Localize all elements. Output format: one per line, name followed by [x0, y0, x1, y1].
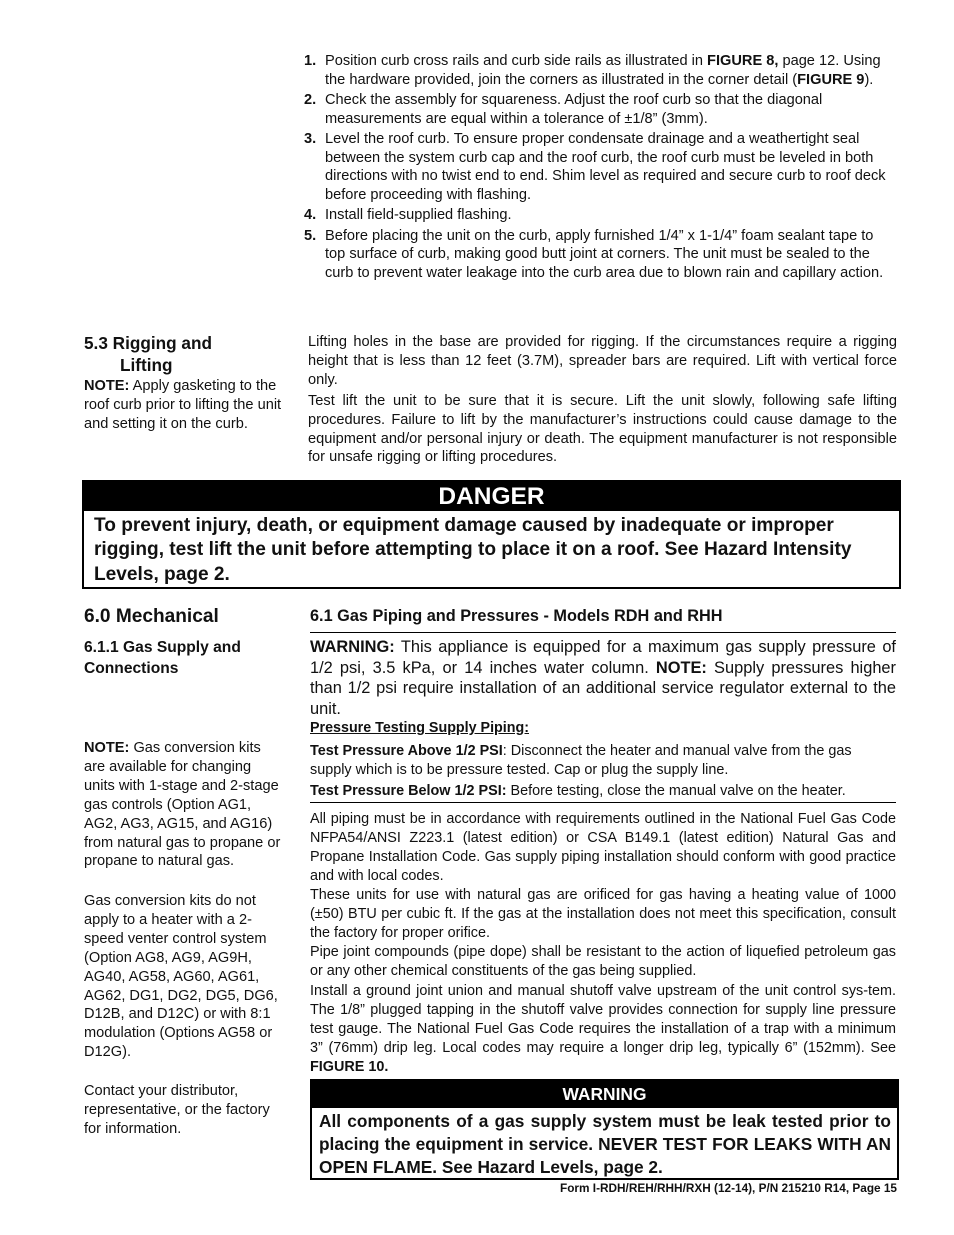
- rigging-heading: 5.3 Rigging and Lifting: [84, 333, 212, 375]
- curb-steps-list: [304, 52, 896, 284]
- conversion-note: NOTE: Gas conversion kits are available for changing units with 1-stage and 2-stage gas controls (Option AG1, AG2, AG3, AG15, and AG16) from natural gas to propane or propane to natural gas.: [84, 740, 281, 870]
- rigging-note: NOTE: Apply gasketing to the roof curb prior to lifting the unit and setting it on the curb.: [84, 378, 282, 432]
- gas-piping-heading: 6.1 Gas Piping and Pressures - Models RDH and RHH: [310, 607, 723, 625]
- step-number: 4.: [304, 207, 317, 224]
- warning-box: [310, 1079, 899, 1180]
- piping-paragraph-1: All piping must be in accordance with requirements outlined in the National Fuel Gas Code NFPA54/ANSI Z223.1 (latest edition) or CSA B149.1 (latest edition) Natural Gas and Propane Installation Code. Gas supply piping installation should conform with good practice and with local codes.: [310, 811, 896, 884]
- test-pressure-below: Test Pressure Below 1/2 PSI: Before testing, close the manual valve on the heater.: [310, 783, 846, 799]
- mechanical-heading: 6.0 Mechanical: [84, 606, 219, 627]
- danger-title: DANGER: [84, 482, 899, 511]
- danger-box: [82, 480, 901, 589]
- pressure-testing-heading: Pressure Testing Supply Piping:: [310, 720, 529, 736]
- step-item: 3. Level the roof curb. To ensure proper condensate drainage and a weathertight seal between the system curb cap and the roof curb, the roof curb must be leveled in both directions with no twist end to end. Shim level as required and secure curb to roof deck before proceeding with flashing.: [304, 131, 886, 204]
- rigging-paragraph-1: Lifting holes in the base are provided for rigging. If the circumstances require a rigging height that is less than 12 feet (3.7M), spreader bars are required. Lift with vertical force only.: [308, 334, 897, 388]
- step-number: 5.: [304, 227, 317, 244]
- step-item: 1. Position curb cross rails and curb side rails as illustrated in FIGURE 8, page 12. Using the hardware provided, join the corners as illustrated in the corner detail (FIGURE 9).: [304, 53, 881, 88]
- divider: [310, 802, 896, 803]
- step-item: 5. Before placing the unit on the curb, apply furnished 1/4” x 1-1/4” foam sealant tape to top surface of curb, making good butt joint at corners. The unit must be sealed to the curb to prevent water leakage into the curb area due to blown rain and capillary action.: [304, 227, 884, 282]
- danger-text: To prevent injury, death, or equipment damage caused by inadequate or improper rigging, test lift the unit before attempting to place it on a roof. See Hazard Intensity Levels, page 2.: [94, 515, 852, 585]
- divider: [310, 632, 896, 633]
- step-item: 2. Check the assembly for squareness. Adjust the roof curb so that the diagonal measurements are equal within a tolerance of ±1/8” (3mm).: [304, 92, 823, 127]
- step-number: 2.: [304, 92, 317, 108]
- gas-supply-subheading: 6.1.1 Gas Supply and Connections: [84, 639, 241, 677]
- page-footer: Form I-RDH/REH/RHH/RXH (12-14), P/N 215210 R14, Page 15: [560, 1181, 897, 1195]
- contact-paragraph: Contact your distributor, representative, or the factory for information.: [84, 1083, 270, 1137]
- step-item: 4. Install field-supplied flashing.: [304, 207, 512, 224]
- gas-warning-paragraph: WARNING: This appliance is equipped for a maximum gas supply pressure of 1/2 psi, 3.5 kPa, or 14 inches water column. NOTE: Supply pressures higher than 1/2 psi require installation of an additional service regulator external to the unit.: [310, 638, 897, 718]
- test-pressure-above: Test Pressure Above 1/2 PSI: Disconnect the heater and manual valve from the gas supply which is to be pressure tested. Cap or plug the supply line.: [310, 743, 852, 778]
- step-number: 3.: [304, 131, 317, 147]
- rigging-paragraph-2: Test lift the unit to be sure that it is secure. Lift the unit slowly, following safe lifting procedures. Failure to lift by the manufacturer’s instructions could cause damage to the equipment and/or personal injury or death. The equipment manufacturer is not responsible for unsafe rigging or lifting procedures.: [308, 393, 897, 466]
- warning-title: WARNING: [312, 1081, 897, 1108]
- warning-text: All components of a gas supply system must be leak tested prior to placing the equipment in service. NEVER TEST FOR LEAKS WITH AN OPEN FLAME. See Hazard Levels, page 2.: [319, 1111, 891, 1177]
- piping-paragraph-2: These units for use with natural gas are orificed for gas having a heating value of 1000 (±50) BTU per cubic ft. If the gas at the installation does not meet this specification, consult the factory for proper orifice.: [310, 887, 896, 941]
- conversion-paragraph: Gas conversion kits do not apply to a heater with a 2-speed venter control system (Option AG8, AG9, AG9H, AG40, AG58, AG60, AG61, AG62, DG1, DG2, DG5, DG6, D12B, and D12C) or with 8:1 modulation (Options AG58 or D12G).: [84, 893, 278, 1061]
- piping-paragraph-4: Install a ground joint union and manual shutoff valve upstream of the unit control sys-tem. The 1/8” plugged tapping in the shutoff valve provides connection for supply line pressure test gauge. The National Fuel Gas Code requires the installation of a trap with a minimum 3” (76mm) drip leg. Local codes may require a longer drip leg, typically 6” (152mm). See FIGURE 10.: [310, 983, 896, 1075]
- piping-paragraph-3: Pipe joint compounds (pipe dope) shall be resistant to the action of liquefied petroleum gas or any other chemical constituents of the gas being supplied.: [310, 944, 896, 979]
- step-number: 1.: [304, 53, 317, 69]
